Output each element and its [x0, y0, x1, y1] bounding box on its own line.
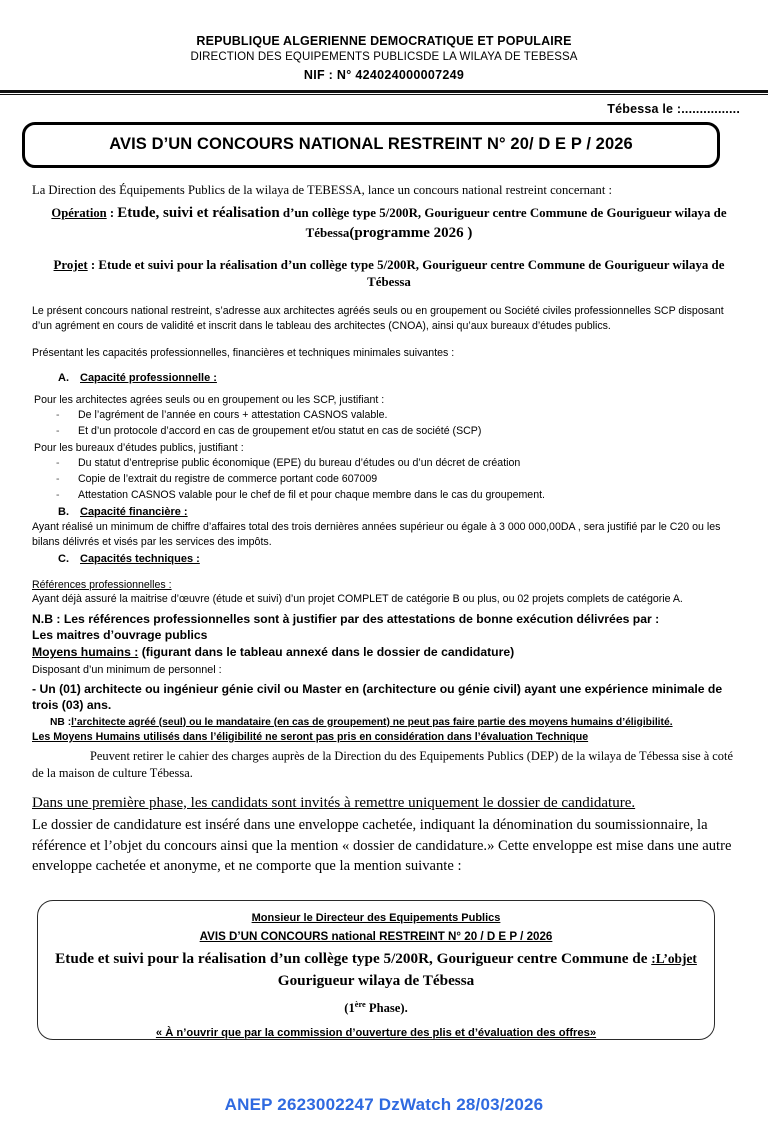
operation-line — [32, 204, 746, 244]
maitres-ouvrage: Les maitres d’ouvrage publics — [32, 628, 208, 643]
moyens-label: Moyens humains : — [32, 645, 139, 660]
nb-references: N.B : Les références professionnelles sont à justifier par des attestations de bonne exécution délivrées par : — [32, 612, 660, 627]
list-item: - Du statut d’entreprise public économique (EPE) du bureau d’études ou d’un décret de création — [78, 456, 746, 472]
section-c-title: Capacités techniques : — [80, 552, 200, 565]
section-c-heading — [32, 553, 746, 565]
moyens-humains-line — [32, 644, 746, 660]
section-a-architect-list — [32, 408, 746, 440]
section-b-text: Ayant réalisé un minimum de chiffre d’affaires total des trois dernières années supérieur ou égale à 3 000 000,00DA , sera justifié par le C20 ou les bilans délivrés et visés par les services des impôts. — [32, 521, 721, 549]
section-a-title: Capacité professionnelle : — [80, 371, 217, 384]
projet-text: : Etude et suivi pour la réalisation d’un collège type 5/200R, Gourigueur centre Commune de Gourigueur wilaya de Tébessa — [87, 257, 725, 289]
envelope-addressee: Monsieur le Directeur des Equipements Publics — [251, 912, 501, 924]
document-header — [0, 0, 768, 84]
header-republic-line: REPUBLIQUE ALGERIENNE DEMOCRATIQUE ET POPULAIRE — [196, 34, 572, 48]
header-nif-line: NIF : N° 424024000007249 — [303, 68, 465, 83]
projet-label: Projet — [53, 257, 88, 272]
envelope-object-line — [46, 948, 706, 970]
envelope-object-label: :L’objet — [651, 951, 697, 967]
envelope-phase-pre: (1 — [344, 1001, 355, 1016]
list-item: - Attestation CASNOS valable pour le chef de fil et pour chaque membre dans le cas du groupement. — [78, 488, 746, 504]
envelope-object-main: Etude et suivi pour la réalisation d’un collège type 5/200R, Gourigueur centre Commune de — [55, 950, 652, 968]
document-body — [0, 182, 768, 877]
moyens-rest: (figurant dans le tableau annexé dans le dossier de candidature) — [138, 645, 515, 660]
section-b-heading — [32, 506, 746, 518]
premiere-phase-paragraph — [32, 793, 746, 814]
list-item: - De l’agrément de l’année en cours + attestation CASNOS valable. — [78, 408, 746, 424]
operation-label: Opération — [51, 205, 107, 220]
page-title: AVIS D’UN CONCOURS NATIONAL RESTREINT N° 20/ D E P / 2026 — [109, 135, 633, 154]
envelope-do-not-open: « À n’ouvrir que par la commission d’ouverture des plis et d’évaluation des offres» — [155, 1027, 597, 1040]
section-b-title: Capacité financière : — [80, 506, 188, 519]
operation-separator: : — [106, 205, 118, 220]
references-heading: Références professionnelles : — [32, 578, 172, 591]
envelope-phase-sup: ère — [354, 1000, 366, 1010]
operation-rest: d’un collège type 5/200R, Gourigueur centre Commune de Gourigueur wilaya de Tébessa — [279, 205, 727, 240]
anep-footer: ANEP 2623002247 DzWatch 28/03/2026 — [224, 1095, 544, 1114]
envelope-mention-box — [37, 900, 715, 1040]
cahier-charges-paragraph: Peuvent retirer le cahier des charges auprès de la Direction du des Equipements Publics (DEP) de la wilaya de Tébessa sise à coté de la maison de culture Tébessa. — [32, 748, 733, 780]
envelope-reference: AVIS D’UN CONCOURS national RESTREINT N° 20 / D E P / 2026 — [199, 929, 553, 943]
references-text: Ayant déjà assuré la maitrise d’œuvre (étude et suivi) d’un projet COMPLET de catégorie B ou plus, ou 02 projets complets de catégorie A. — [32, 592, 683, 605]
section-c-letter: C. — [58, 552, 69, 565]
premiere-phase-text: Dans une première phase, les candidats sont invités à remettre uniquement le dossier de candidature. — [32, 794, 636, 811]
operation-emphasis: Etude, suivi et réalisation — [117, 204, 280, 221]
personnel-lead: Disposant d’un minimum de personnel : — [32, 663, 222, 676]
envelope-inner — [38, 901, 714, 1039]
envelope-object-line2: Gourigueur wilaya de Tébessa — [277, 971, 475, 989]
section-a-lead-architects: Pour les architectes agrées seuls ou en groupement ou les SCP, justifiant : — [34, 393, 385, 406]
header-direction-line: DIRECTION DES EQUIPEMENTS PUBLICSDE LA WILAYA DE TEBESSA — [190, 50, 578, 63]
personnel-item: - Un (01) architecte ou ingénieur génie civil ou Master en (architecture ou génie civil) ayant une expérience minimale de trois (03) ans. — [32, 681, 723, 713]
projet-line — [32, 257, 746, 291]
envelope-phase-post: Phase). — [365, 1001, 408, 1016]
envelope-phase — [46, 1000, 706, 1016]
nb-architecte-prefix: NB : — [50, 716, 72, 728]
intro-paragraph: La Direction des Équipements Publics de la wilaya de TEBESSA, lance un concours national restreint concernant : — [32, 183, 612, 198]
operation-programme: (programme 2026 ) — [349, 224, 473, 241]
capacities-paragraph: Présentant les capacités professionnelles, financières et techniques minimales suivantes : — [32, 346, 455, 359]
list-item: - Copie de l’extrait du registre de commerce portant code 607009 — [78, 472, 746, 488]
section-a-heading — [32, 372, 746, 384]
dateline: Tébessa le :................ — [607, 102, 740, 117]
section-a-bureaux-list — [32, 456, 746, 504]
dossier-candidature-paragraph: Le dossier de candidature est inséré dans une enveloppe cachetée, indiquant la dénomination du soumissionnaire, la référence et l’objet du concours ainsi que la mention « dossier de candidature.» Cette enveloppe est mise dans une autre enveloppe cachetée et anonyme, et ne comporte que la mention suivante : — [32, 816, 732, 875]
section-a-letter: A. — [58, 371, 69, 384]
header-divider-rule — [0, 90, 768, 95]
nb-architecte-text: l’architecte agréé (seul) ou le mandataire (en cas de groupement) ne peut pas faire partie des moyens humains d’éligibilité. — [71, 716, 673, 728]
section-b-letter: B. — [58, 506, 69, 519]
nb-architecte-line — [32, 716, 746, 730]
section-a-lead-bureaux: Pour les bureaux d’études publics, justifiant : — [34, 442, 244, 455]
list-item: - Et d’un protocole d’accord en cas de groupement et/ou statut en cas de société (SCP) — [78, 424, 746, 440]
moyens-evaluation-line: Les Moyens Humains utilisés dans l’éligibilité ne seront pas pris en considération dans l’évaluation Technique — [32, 731, 589, 744]
notice-title-box — [22, 122, 720, 168]
scope-paragraph: Le présent concours national restreint, s’adresse aux architectes agréés seuls ou en groupement ou Société civiles professionnelles SCP disposant d’un agrément en cours de validité et inscrit dans le tableau des architectes (CNOA), ainsi qu’aux bureaux d’études publics. — [32, 304, 724, 332]
